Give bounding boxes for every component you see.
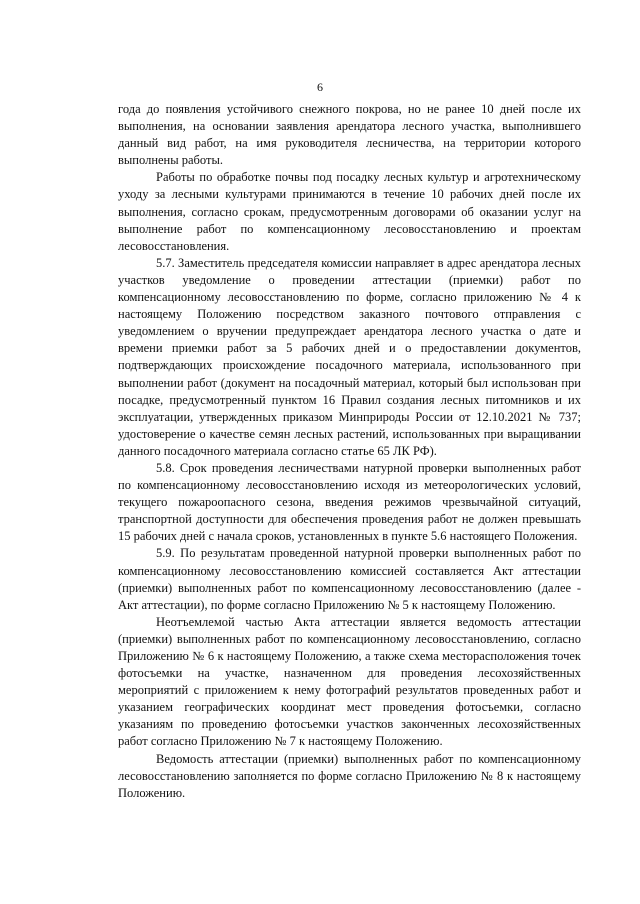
paragraph-statement-form: Ведомость аттестации (приемки) выполненных работ по компенсационному лесовосстановлению заполняется по форме согласно Приложению № 8 к настоящему Положению.	[118, 751, 581, 800]
paragraph-act-attachments: Неотъемлемой частью Акта аттестации является ведомость аттестации (приемки) выполненных работ по компенсационному лесовосстановлению, согласно Приложению № 6 к настоящему Положению, а также схема месторасположения точек фотосъемки на участке, назначенном для проведения лесохозяйственных мероприятий с приложением к нему фотографий результатов проведенных работ и указанием географических координат мест проведения фотосъемки, согласно указаниям по проведению фотосъемки участков законченных лесохозяйственных работ согласно Приложению № 7 к настоящему Положению.	[118, 614, 581, 749]
page-number: 6	[317, 80, 323, 94]
paragraph-5-9: 5.9. По результатам проведенной натурной проверки выполненных работ по компенсационному лесовосстановлению комиссией составляется Акт аттестации (приемки) выполненных работ по компенсационному лесовосстановлению (далее - Акт аттестации), по форме согласно Приложению № 5 к настоящему Положению.	[118, 546, 581, 612]
paragraph-soil-works: Работы по обработке почвы под посадку лесных культур и агротехническому уходу за лесными культурами принимаются в течение 10 рабочих дней после их выполнения, согласно срокам, предусмотренным договорами об оказании услуг на выполнение работ по компенсационному лесовосстановлению и проектам лесовосстановления.	[118, 170, 581, 253]
paragraph-5-8: 5.8. Срок проведения лесничествами натурной проверки выполненных работ по компенсационному лесовосстановлению исходя из метеорологических условий, текущего пожароопасного сезона, введения режимов чрезвычайной ситуаций, транспортной доступности для обеспечения проведения работ не должен превышать 15 рабочих дней с начала сроков, установленных в пункте 5.6 настоящего Положения.	[118, 460, 581, 544]
paragraph-5-7: 5.7. Заместитель председателя комиссии направляет в адрес арендатора лесных участков уведомление о проведении аттестации (приемки) работ по компенсационному лесовосстановлению по форме, согласно приложению № 4 к настоящему Положению посредством заказного почтового отправления с уведомлением о вручении предупреждает арендатора лесного участка о дате и времени приемки работ за 5 рабочих дней и о предоставлении документов, подтверждающих происхождение посадочного материала, использованного при выполнении работ (документ на посадочный материал, который был использован при посадке, предусмотренный пунктом 16 Правил создания лесных питомников и их эксплуатации, утвержденных приказом Минприроды России от 12.10.2021 № 737; удостоверение о качестве семян лесных растений, использованных при выращивании данного посадочного материала согласно статье 65 ЛК РФ).	[118, 255, 581, 458]
document-body	[118, 101, 581, 802]
paragraph-continuation: года до появления устойчивого снежного покрова, но не ранее 10 дней после их выполнения, на основании заявления арендатора лесного участка, выполнившего данный вид работ, на имя руководителя лесничества, на территории которого выполнены работы.	[118, 102, 581, 168]
